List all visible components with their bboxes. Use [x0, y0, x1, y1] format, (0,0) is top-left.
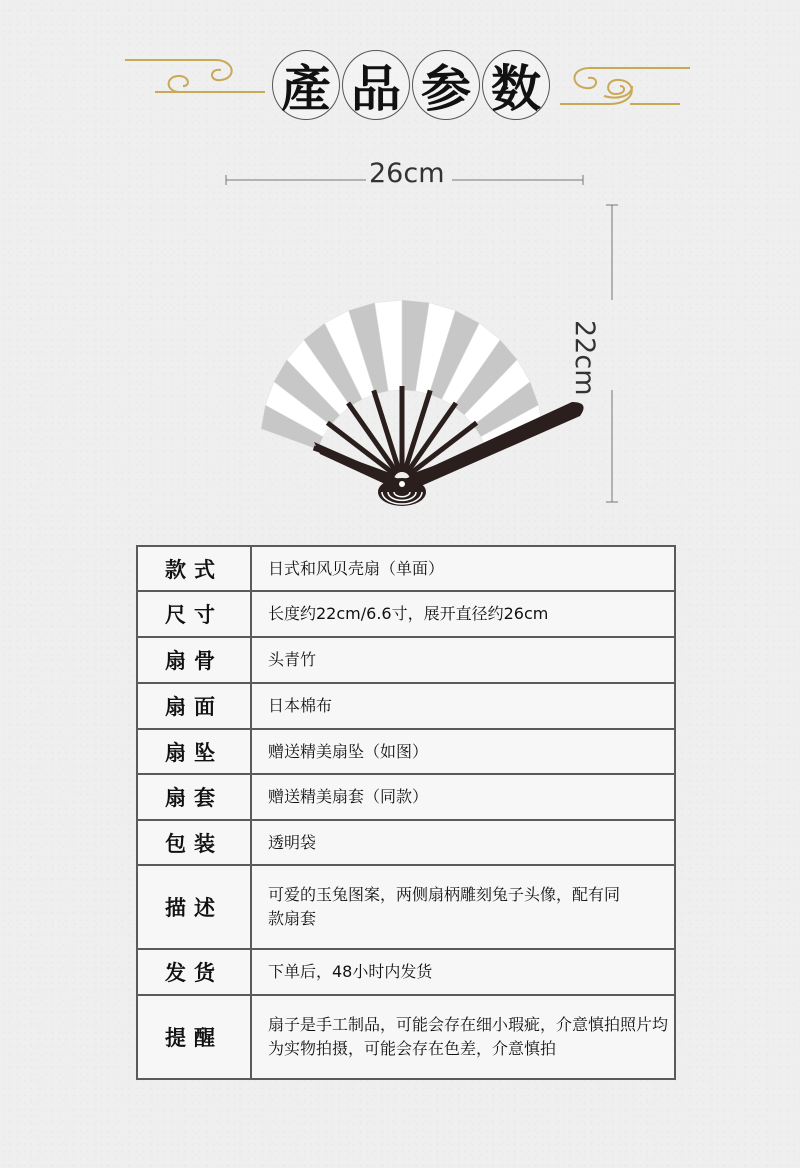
fan-diagram [0, 150, 800, 520]
spec-key: 款式 [137, 546, 251, 591]
spec-value: 可爱的玉兔图案，两侧扇柄雕刻兔子头像，配有同款扇套 [251, 865, 675, 949]
spec-value: 头青竹 [251, 637, 675, 683]
spec-key: 扇面 [137, 683, 251, 729]
spec-key: 描述 [137, 865, 251, 949]
spec-value: 下单后，48小时内发货 [251, 949, 675, 995]
table-row [137, 637, 675, 683]
height-dimension-label: 22cm [569, 320, 600, 396]
spec-key: 扇坠 [137, 729, 251, 774]
title-char: 品 [342, 50, 410, 120]
table-row [137, 820, 675, 865]
spec-value: 赠送精美扇坠（如图） [251, 729, 675, 774]
spec-key: 提醒 [137, 995, 251, 1079]
table-row [137, 546, 675, 591]
spec-key: 发货 [137, 949, 251, 995]
page-title [272, 50, 552, 126]
spec-value: 日本棉布 [251, 683, 675, 729]
header [0, 0, 800, 140]
shell-fan-illustration [0, 150, 800, 520]
width-dimension-label: 26cm [369, 158, 445, 189]
spec-key: 包装 [137, 820, 251, 865]
spec-value: 长度约22cm/6.6寸，展开直径约26cm [251, 591, 675, 637]
table-row [137, 865, 675, 949]
spec-value: 日式和风贝壳扇（单面） [251, 546, 675, 591]
spec-key: 尺寸 [137, 591, 251, 637]
title-char: 產 [272, 50, 340, 120]
spec-value: 扇子是手工制品，可能会存在细小瑕疵，介意慎拍照片均为实物拍摄，可能会存在色差，介意慎拍 [251, 995, 675, 1079]
title-char: 数 [482, 50, 550, 120]
spec-key: 扇套 [137, 774, 251, 820]
table-row [137, 995, 675, 1079]
spec-value: 赠送精美扇套（同款） [251, 774, 675, 820]
specs-table [136, 545, 676, 1080]
title-char: 参 [412, 50, 480, 120]
table-row [137, 774, 675, 820]
table-row [137, 729, 675, 774]
table-row [137, 949, 675, 995]
table-row [137, 591, 675, 637]
table-row [137, 683, 675, 729]
spec-value: 透明袋 [251, 820, 675, 865]
spec-key: 扇骨 [137, 637, 251, 683]
fan-pivot-pin [399, 481, 405, 487]
cloud-ornament-right [560, 60, 720, 120]
